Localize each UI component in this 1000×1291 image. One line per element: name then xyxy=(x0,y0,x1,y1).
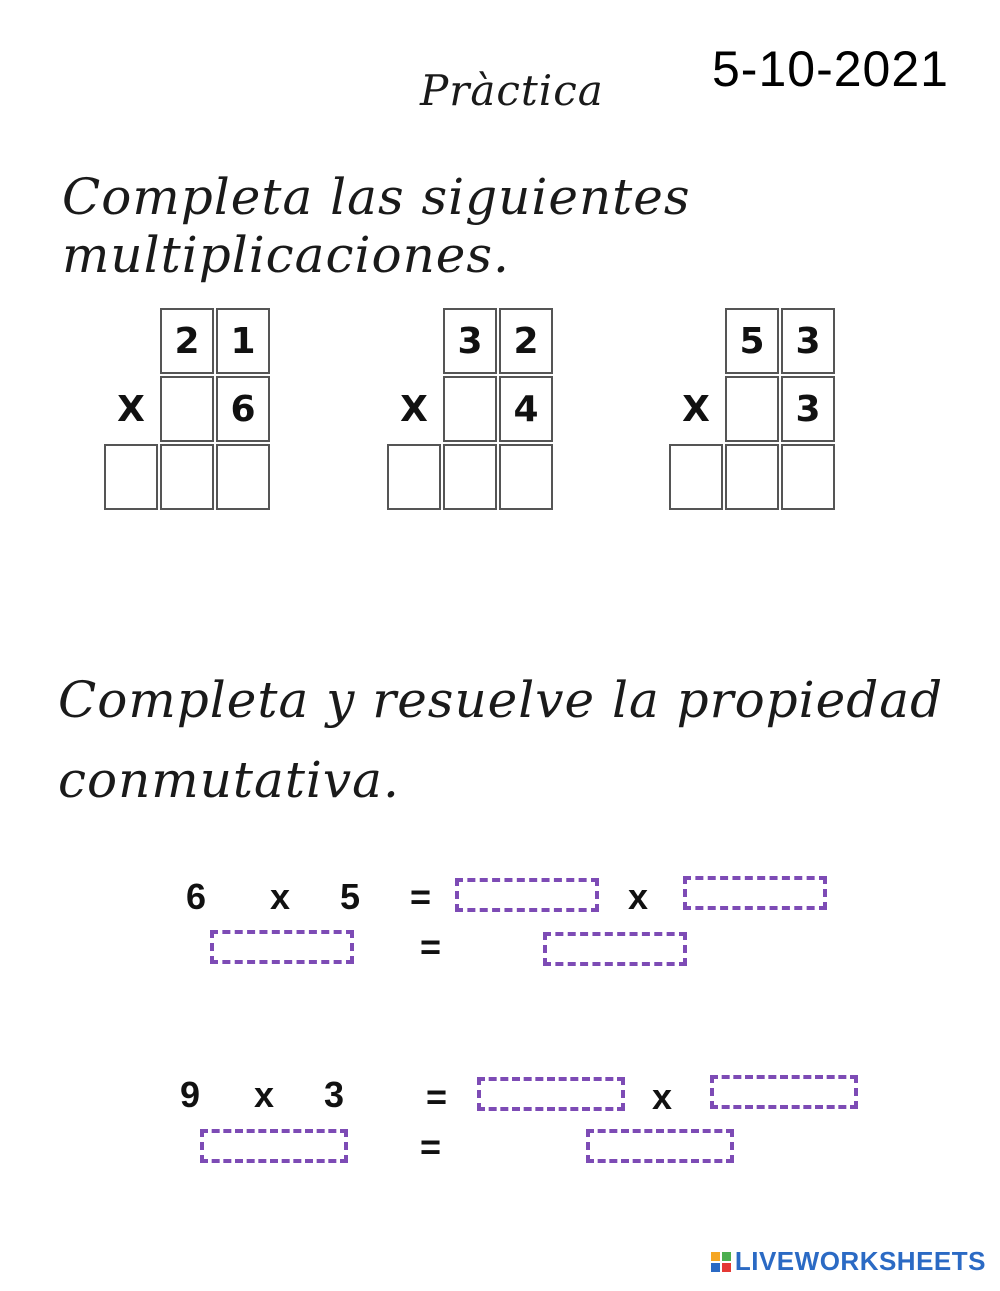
top-digit-ones: 3 xyxy=(781,308,835,374)
multiplier-digit: 4 xyxy=(499,376,553,442)
answer-box-factor-2[interactable] xyxy=(683,876,827,910)
logo-icon xyxy=(711,1252,731,1272)
equals-sign: = xyxy=(420,1126,442,1167)
answer-box-product-2[interactable] xyxy=(543,932,687,966)
answer-box-hundreds[interactable] xyxy=(104,444,158,510)
logo-text: LIVEWORKSHEETS xyxy=(734,1246,986,1276)
liveworksheets-logo xyxy=(711,1246,986,1277)
answer-box-ones[interactable] xyxy=(216,444,270,510)
top-digit-ones: 2 xyxy=(499,308,553,374)
top-digit-tens: 5 xyxy=(725,308,779,374)
times-sign: X xyxy=(400,388,428,430)
instruction-commutative: Completa y resuelve la propiedad conmutativa. xyxy=(58,671,944,809)
factor-a: 9 xyxy=(180,1074,201,1115)
top-digit-tens: 2 xyxy=(160,308,214,374)
page-title: Pràctica xyxy=(420,66,604,115)
equals-sign: = xyxy=(410,876,432,917)
times-sign: x xyxy=(270,876,291,917)
times-sign: x xyxy=(652,1076,673,1117)
top-digit-ones: 1 xyxy=(216,308,270,374)
equals-sign: = xyxy=(426,1076,448,1117)
answer-box-ones[interactable] xyxy=(499,444,553,510)
answer-box-factor-1[interactable] xyxy=(455,878,599,912)
factor-b: 3 xyxy=(324,1074,345,1115)
factor-a: 6 xyxy=(186,876,207,917)
times-sign: X xyxy=(682,388,710,430)
answer-box-ones[interactable] xyxy=(781,444,835,510)
empty-cell xyxy=(160,376,214,442)
multiplier-digit: 6 xyxy=(216,376,270,442)
answer-box-product-2[interactable] xyxy=(586,1129,734,1163)
answer-box-hundreds[interactable] xyxy=(387,444,441,510)
answer-box-product-1[interactable] xyxy=(200,1129,348,1163)
empty-cell xyxy=(725,376,779,442)
answer-box-hundreds[interactable] xyxy=(669,444,723,510)
answer-box-factor-2[interactable] xyxy=(710,1075,858,1109)
times-sign: X xyxy=(117,388,145,430)
answer-box-tens[interactable] xyxy=(443,444,497,510)
top-digit-tens: 3 xyxy=(443,308,497,374)
answer-box-product-1[interactable] xyxy=(210,930,354,964)
factor-b: 5 xyxy=(340,876,361,917)
answer-box-tens[interactable] xyxy=(725,444,779,510)
answer-box-factor-1[interactable] xyxy=(477,1077,625,1111)
times-sign: x xyxy=(628,876,649,917)
date: 5-10-2021 xyxy=(712,41,949,97)
instruction-multiplication: Completa las siguientes multiplicaciones. xyxy=(62,168,691,284)
answer-box-tens[interactable] xyxy=(160,444,214,510)
times-sign: x xyxy=(254,1074,275,1115)
multiplier-digit: 3 xyxy=(781,376,835,442)
equals-sign: = xyxy=(420,926,442,967)
empty-cell xyxy=(443,376,497,442)
